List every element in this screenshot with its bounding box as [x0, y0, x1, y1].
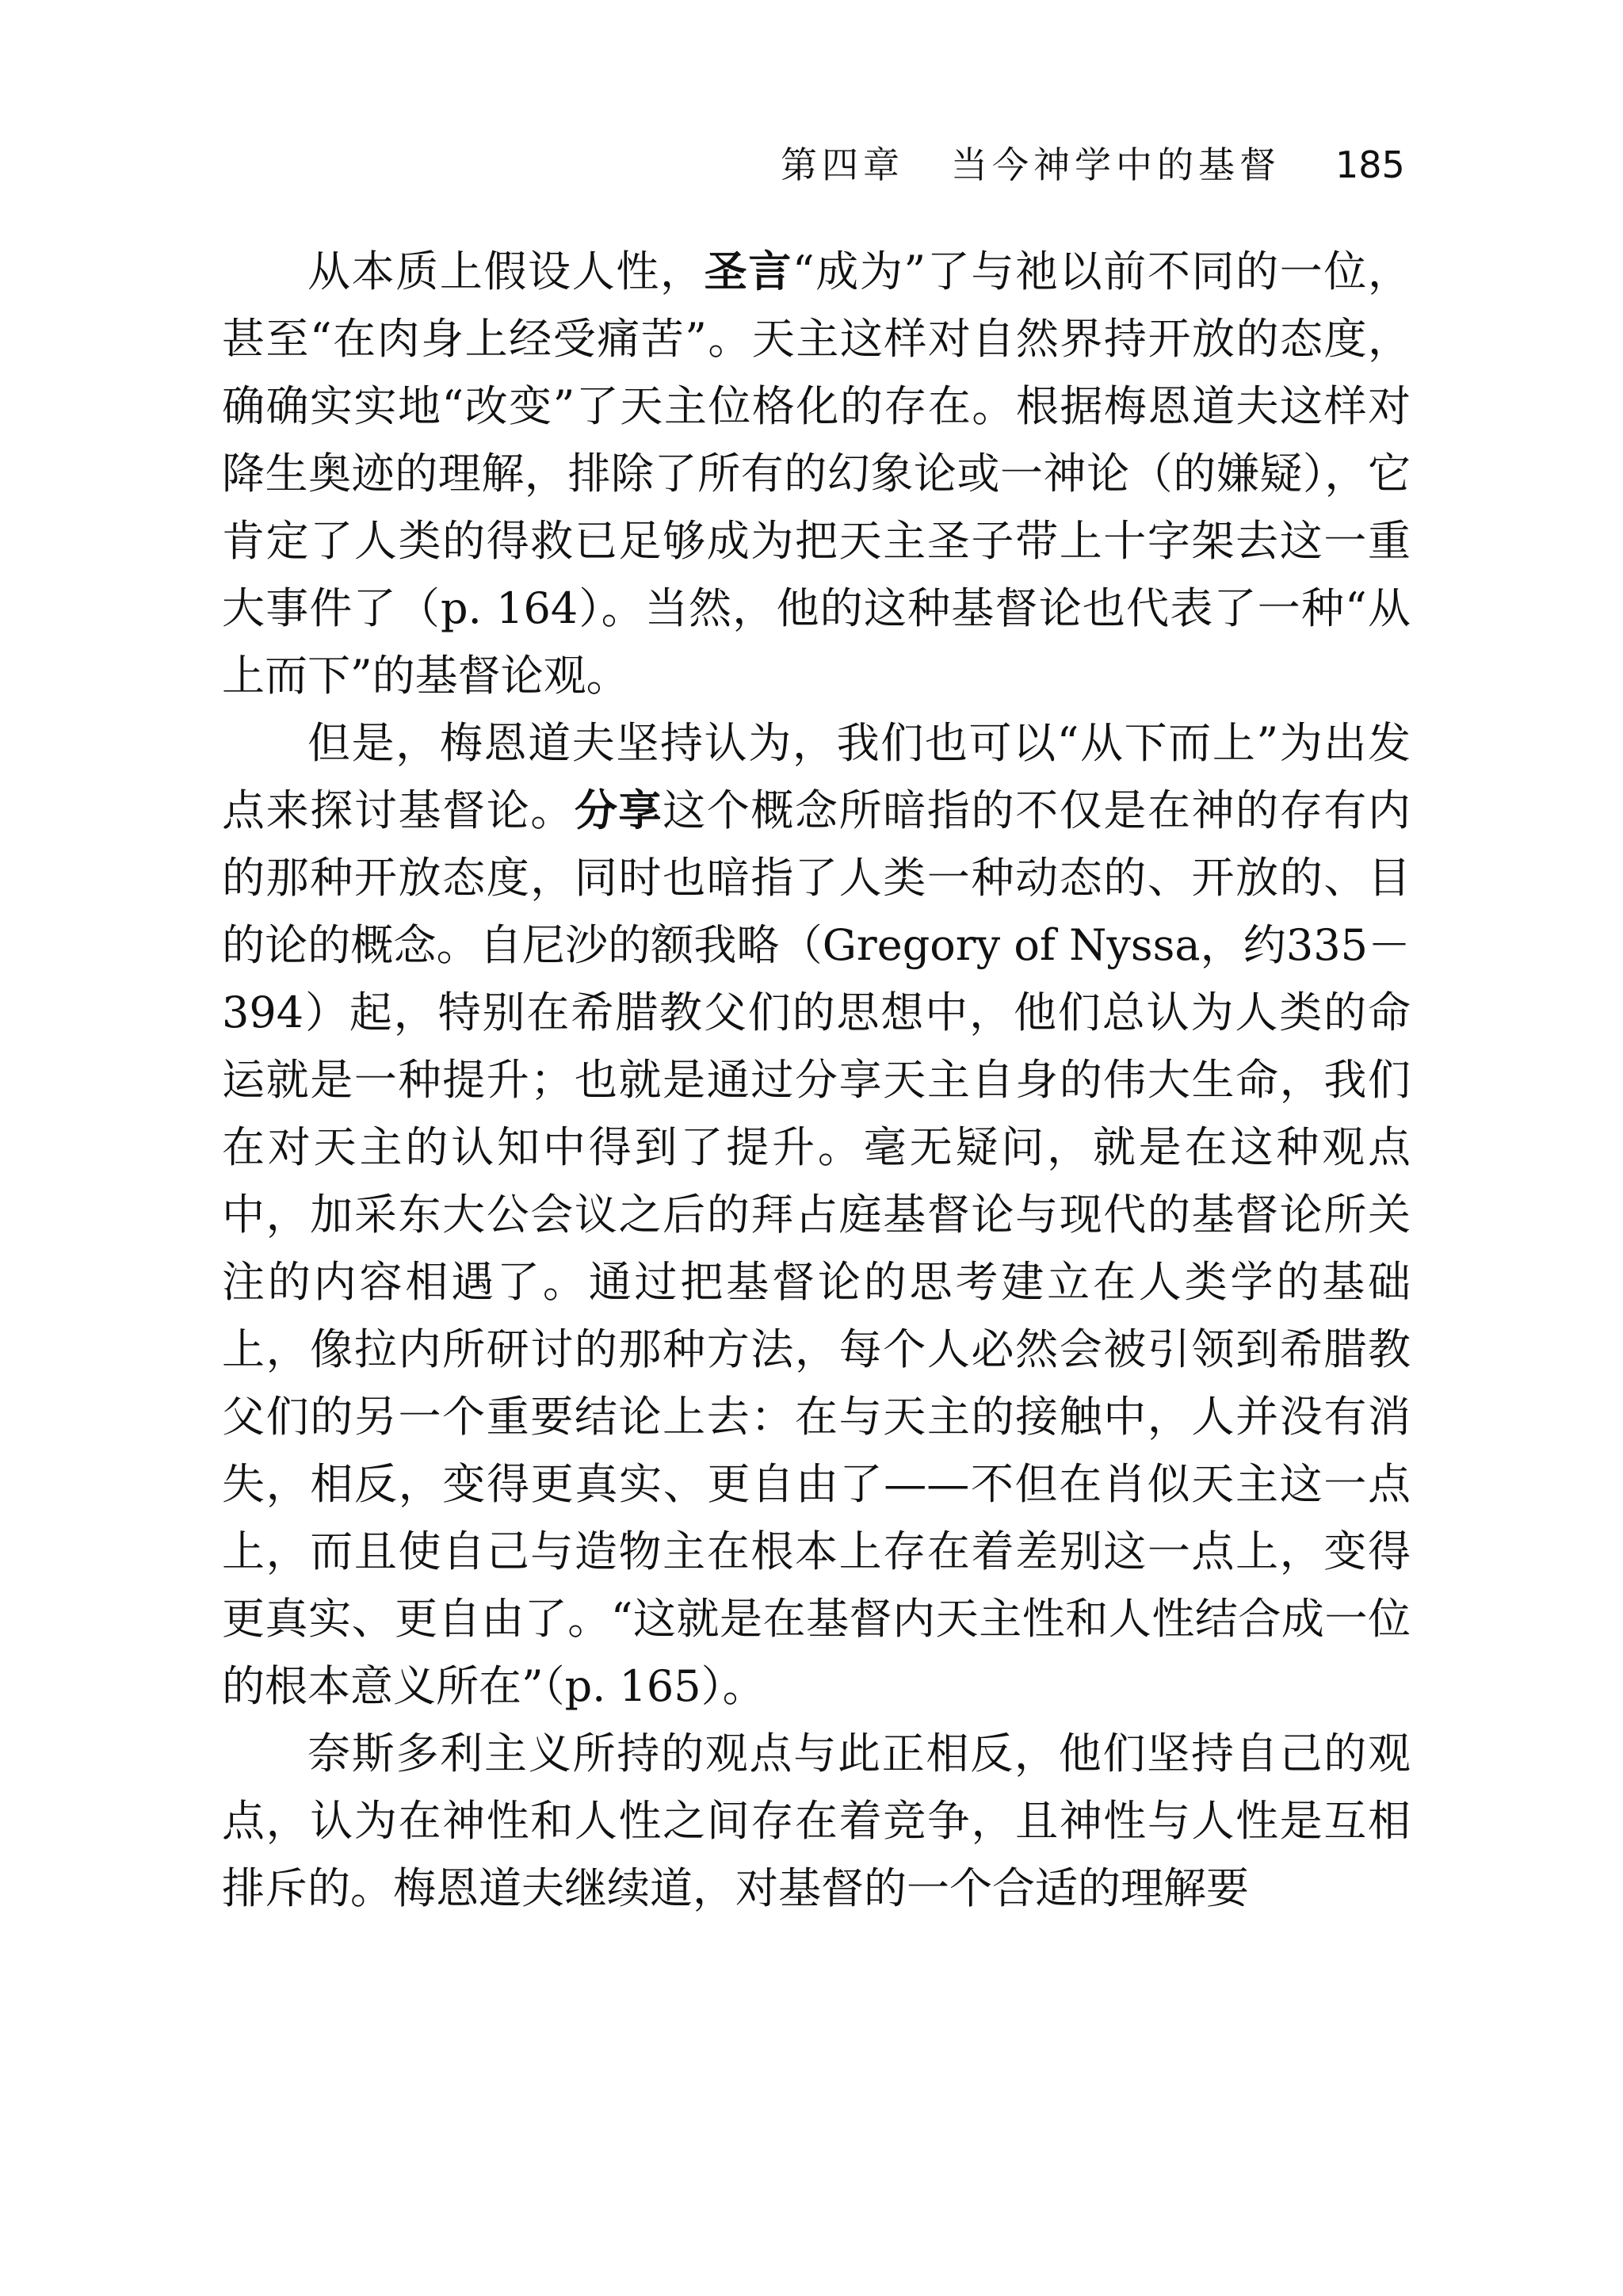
chapter-label: 第四章: [781, 143, 904, 186]
body-text: [222, 238, 1411, 1922]
emphasized-term: 圣言: [704, 246, 792, 296]
paragraph-text: 这个概念所暗指的不仅是在神的存有内的那种开放态度，同时也暗指了人类一种动态的、开放的、目的论的概念。自尼沙的额我略（Gregory of Nyssa，约335－394）起，特别在希腊教父们的思想中，他们总认为人类的命运就是一种提升；也就是通过分享天主自身的伟大生命，我们在对天主的认知中得到了提升。毫无疑问，就是在这种观点中，加采东大公会议之后的拜占庭基督论与现代的基督论所关注的内容相遇了。通过把基督论的思考建立在人类学的基础上，像拉内所研讨的那种方法，每个人必然会被引领到希腊教父们的另一个重要结论上去：在与天主的接触中，人并没有消失，相反，变得更真实、更自由了——不但在肖似天主这一点上，而且使自己与造物主在根本上存在着差别这一点上，变得更真实、更自由了。“这就是在基督内天主性和人性结合成一位的根本意义所在”（p. 165）。: [222, 785, 1411, 1711]
paragraph-text: 但是，梅恩道夫坚持认为，我们也可以“从下而上”为出发点来探讨基督论。: [222, 718, 1411, 835]
paragraph-text: 奈斯多利主义所持的观点与此正相反，他们坚持自己的观点，认为在神性和人性之间存在着竞争，且神性与人性是互相排斥的。梅恩道夫继续道，对基督的一个合适的理解要: [222, 1729, 1411, 1913]
running-header: [781, 136, 1415, 193]
paragraph-3: [222, 1720, 1411, 1922]
paragraph-text: 从本质上假设人性，: [307, 246, 705, 296]
emphasized-term: 分享: [574, 785, 663, 835]
paragraph-text: “成为”了与祂以前不同的一位，甚至“在肉身上经受痛苦”。天主这样对自然界持开放的态度，确确实实地“改变”了天主位格化的存在。根据梅恩道夫这样对降生奥迹的理解，排除了所有的幻象论或一神论（的嫌疑），它肯定了人类的得救已足够成为把天主圣子带上十字架去这一重大事件了（p. 164）。当然，他的这种基督论也代表了一种“从上而下”的基督论观。: [222, 246, 1411, 701]
paragraph-1: [222, 238, 1411, 709]
paragraph-2: [222, 709, 1411, 1720]
chapter-title: 当今神学中的基督: [951, 143, 1281, 186]
page-number: 185: [1335, 143, 1405, 186]
